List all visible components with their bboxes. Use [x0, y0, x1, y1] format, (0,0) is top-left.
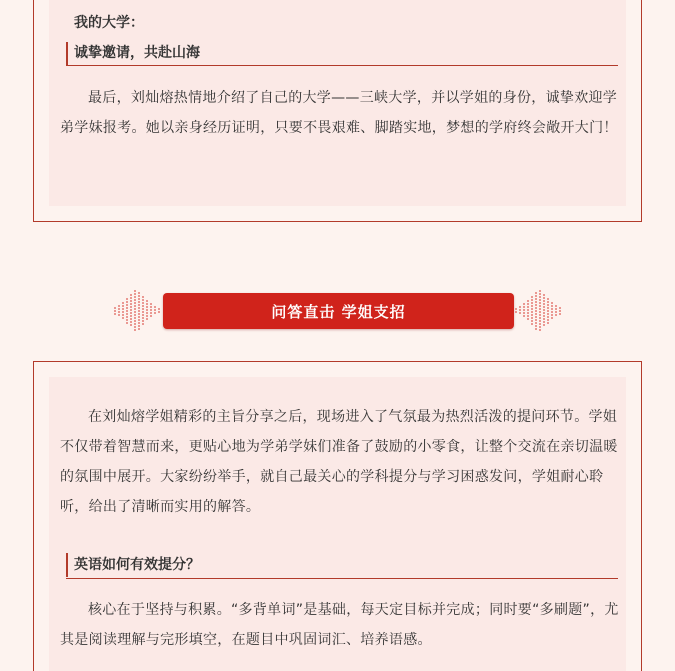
decor-dot [114, 310, 116, 312]
decor-dot [130, 306, 132, 308]
decor-dot [158, 308, 160, 310]
decor-dot [539, 320, 541, 322]
decor-dot [531, 296, 533, 298]
decor-dot [150, 315, 152, 317]
decor-dot [146, 300, 148, 302]
decor-dot [535, 298, 537, 300]
decor-dot [126, 298, 128, 300]
decor-dot [559, 307, 561, 309]
decor-dot [535, 325, 537, 327]
decor-dot [539, 308, 541, 310]
decor-dot [555, 314, 557, 316]
decor-dot [531, 323, 533, 325]
decor-dot [138, 319, 140, 321]
decor-dot [146, 318, 148, 320]
decor-dot [134, 329, 136, 331]
decor-dot [543, 309, 545, 311]
decor-dot [142, 308, 144, 310]
decor-dot [138, 301, 140, 303]
decor-dot [126, 322, 128, 324]
decor-dot [535, 319, 537, 321]
decor-dot [138, 322, 140, 324]
decor-dot [134, 302, 136, 304]
decor-dot [134, 323, 136, 325]
decor-dot [134, 299, 136, 301]
decor-dot [138, 310, 140, 312]
decor-dot [130, 300, 132, 302]
decor-dot [146, 312, 148, 314]
decor-dot [118, 311, 120, 313]
decor-dot [539, 290, 541, 292]
decor-dot [531, 317, 533, 319]
decor-dot [539, 329, 541, 331]
decor-dot [559, 313, 561, 315]
decor-dot [527, 300, 529, 302]
decor-dot [142, 317, 144, 319]
decor-dot [523, 309, 525, 311]
decor-dot [130, 321, 132, 323]
answer-paragraph: 核心在于坚持与积累。“多背单词”是基础，每天定目标并完成；同时要“多刷题”，尤其是阅读理解与完形填空，在题目中巩固词汇、培养语感。 [60, 602, 619, 648]
decor-dot [547, 322, 549, 324]
decor-dot [539, 311, 541, 313]
decor-dot [142, 299, 144, 301]
decor-dot [519, 309, 521, 311]
decor-dot [114, 307, 116, 309]
left-dots-decoration [112, 286, 164, 336]
decor-dot [134, 305, 136, 307]
decor-dot [531, 314, 533, 316]
decor-dot [142, 323, 144, 325]
question-heading: 英语如何有效提分？ [74, 557, 200, 573]
decor-dot [126, 316, 128, 318]
decor-dot [138, 304, 140, 306]
decor-dot [535, 328, 537, 330]
decor-dot [134, 296, 136, 298]
decor-dot [515, 311, 517, 313]
decor-dot [146, 303, 148, 305]
decor-dot [539, 317, 541, 319]
decor-dot [126, 319, 128, 321]
decor-dot [539, 314, 541, 316]
decor-dot [543, 297, 545, 299]
decor-dot [535, 310, 537, 312]
decor-dot [551, 314, 553, 316]
decor-dot [126, 307, 128, 309]
section-banner [163, 293, 514, 329]
decor-dot [130, 294, 132, 296]
decor-dot [527, 318, 529, 320]
decor-dot [539, 305, 541, 307]
decor-dot [142, 314, 144, 316]
decor-dot [126, 304, 128, 306]
decor-dot [543, 303, 545, 305]
decor-dot [531, 299, 533, 301]
decor-dot [547, 313, 549, 315]
decor-dot [543, 324, 545, 326]
decor-dot [150, 303, 152, 305]
decor-dot [535, 301, 537, 303]
decor-dot [122, 314, 124, 316]
decor-dot [531, 305, 533, 307]
decor-dot [551, 302, 553, 304]
decor-dot [527, 315, 529, 317]
decor-dot [559, 310, 561, 312]
decor-dot [134, 317, 136, 319]
decor-dot [535, 313, 537, 315]
decor-dot [527, 312, 529, 314]
decor-dot [122, 305, 124, 307]
decor-dot [519, 312, 521, 314]
decor-dot [523, 303, 525, 305]
decor-dot [547, 298, 549, 300]
decor-dot [130, 303, 132, 305]
top-card [33, 0, 642, 222]
decor-dot [138, 316, 140, 318]
decor-dot [539, 296, 541, 298]
decor-dot [535, 307, 537, 309]
decor-dot [146, 306, 148, 308]
decor-dot [547, 319, 549, 321]
decor-dot [535, 316, 537, 318]
decor-dot [543, 312, 545, 314]
decor-dot [547, 316, 549, 318]
decor-dot [535, 322, 537, 324]
decor-dot [142, 320, 144, 322]
decor-dot [138, 307, 140, 309]
decor-dot [122, 302, 124, 304]
section-label: 我的大学： [74, 15, 144, 31]
decor-dot [535, 304, 537, 306]
decor-dot [539, 299, 541, 301]
decor-dot [146, 309, 148, 311]
decor-dot [138, 295, 140, 297]
decor-dot [535, 292, 537, 294]
section-heading-block [49, 8, 626, 66]
decor-dot [138, 325, 140, 327]
decor-dot [138, 292, 140, 294]
decor-dot [547, 307, 549, 309]
decor-dot [142, 302, 144, 304]
decor-dot [154, 309, 156, 311]
decor-dot [138, 328, 140, 330]
decor-dot [527, 306, 529, 308]
decor-dot [138, 313, 140, 315]
decor-dot [531, 311, 533, 313]
decor-dot [543, 300, 545, 302]
decor-dot [523, 306, 525, 308]
decor-dot [142, 296, 144, 298]
decor-dot [122, 317, 124, 319]
decor-dot [146, 315, 148, 317]
decor-dot [543, 294, 545, 296]
decor-dot [126, 301, 128, 303]
decor-dot [523, 312, 525, 314]
decor-dot [539, 302, 541, 304]
decor-dot [130, 312, 132, 314]
decor-dot [531, 320, 533, 322]
decor-dot [531, 308, 533, 310]
decor-dot [547, 310, 549, 312]
decor-dot [118, 308, 120, 310]
section-heading: 诚挚邀请，共赴山海 [74, 45, 200, 61]
decor-dot [154, 306, 156, 308]
decor-dot [154, 312, 156, 314]
decor-dot [114, 313, 116, 315]
decor-dot [134, 293, 136, 295]
decor-dot [134, 311, 136, 313]
question-underline [66, 578, 618, 579]
decor-dot [150, 312, 152, 314]
decor-dot [134, 314, 136, 316]
decor-dot [527, 309, 529, 311]
decor-dot [555, 308, 557, 310]
decor-dot [539, 293, 541, 295]
decor-dot [543, 306, 545, 308]
decor-dot [547, 304, 549, 306]
heading-accent-bar [66, 42, 68, 66]
intro-paragraph: 在刘灿熔学姐精彩的主旨分享之后，现场进入了气氛最为热烈活泼的提问环节。学姐不仅带着智慧而来，更贴心地为学弟学妹们准备了鼓励的小零食，让整个交流在亲切温暖的氛围中展开。大家纷纷举手，就自己最关心的学科提分与学习困惑发问，学姐耐心聆听，给出了清晰而实用的解答。 [60, 409, 618, 515]
decor-dot [118, 314, 120, 316]
banner-title: 问答直击 学姐支招 [271, 302, 406, 321]
decor-dot [126, 310, 128, 312]
decor-dot [134, 326, 136, 328]
decor-dot [539, 326, 541, 328]
heading-underline [66, 65, 618, 66]
decor-dot [555, 305, 557, 307]
decor-dot [138, 298, 140, 300]
decor-dot [130, 297, 132, 299]
decor-dot [551, 308, 553, 310]
question-accent-bar [66, 553, 68, 577]
decor-dot [158, 311, 160, 313]
decor-dot [150, 306, 152, 308]
decor-dot [130, 318, 132, 320]
decor-dot [142, 311, 144, 313]
decor-dot [130, 324, 132, 326]
decor-dot [515, 308, 517, 310]
decor-dot [126, 313, 128, 315]
decor-dot [122, 308, 124, 310]
decor-dot [519, 306, 521, 308]
decor-dot [527, 303, 529, 305]
decor-dot [130, 309, 132, 311]
decor-dot [543, 321, 545, 323]
decor-dot [134, 320, 136, 322]
decor-dot [523, 315, 525, 317]
decor-dot [142, 305, 144, 307]
decor-dot [122, 311, 124, 313]
decor-dot [134, 290, 136, 292]
decor-dot [150, 309, 152, 311]
bottom-card [33, 361, 642, 671]
decor-dot [551, 311, 553, 313]
decor-dot [535, 295, 537, 297]
decor-dot [555, 311, 557, 313]
right-dots-decoration [513, 286, 565, 336]
decor-dot [531, 302, 533, 304]
decor-dot [551, 305, 553, 307]
closing-paragraph: 最后，刘灿熔热情地介绍了自己的大学——三峡大学，并以学姐的身份，诚挚欢迎学弟学妹报考。她以亲身经历证明，只要不畏艰难、脚踏实地，梦想的学府终会敞开大门！ [60, 90, 618, 136]
decor-dot [130, 315, 132, 317]
decor-dot [547, 301, 549, 303]
decor-dot [543, 315, 545, 317]
decor-dot [539, 323, 541, 325]
decor-dot [543, 318, 545, 320]
decor-dot [118, 305, 120, 307]
decor-dot [134, 308, 136, 310]
decor-dot [551, 317, 553, 319]
